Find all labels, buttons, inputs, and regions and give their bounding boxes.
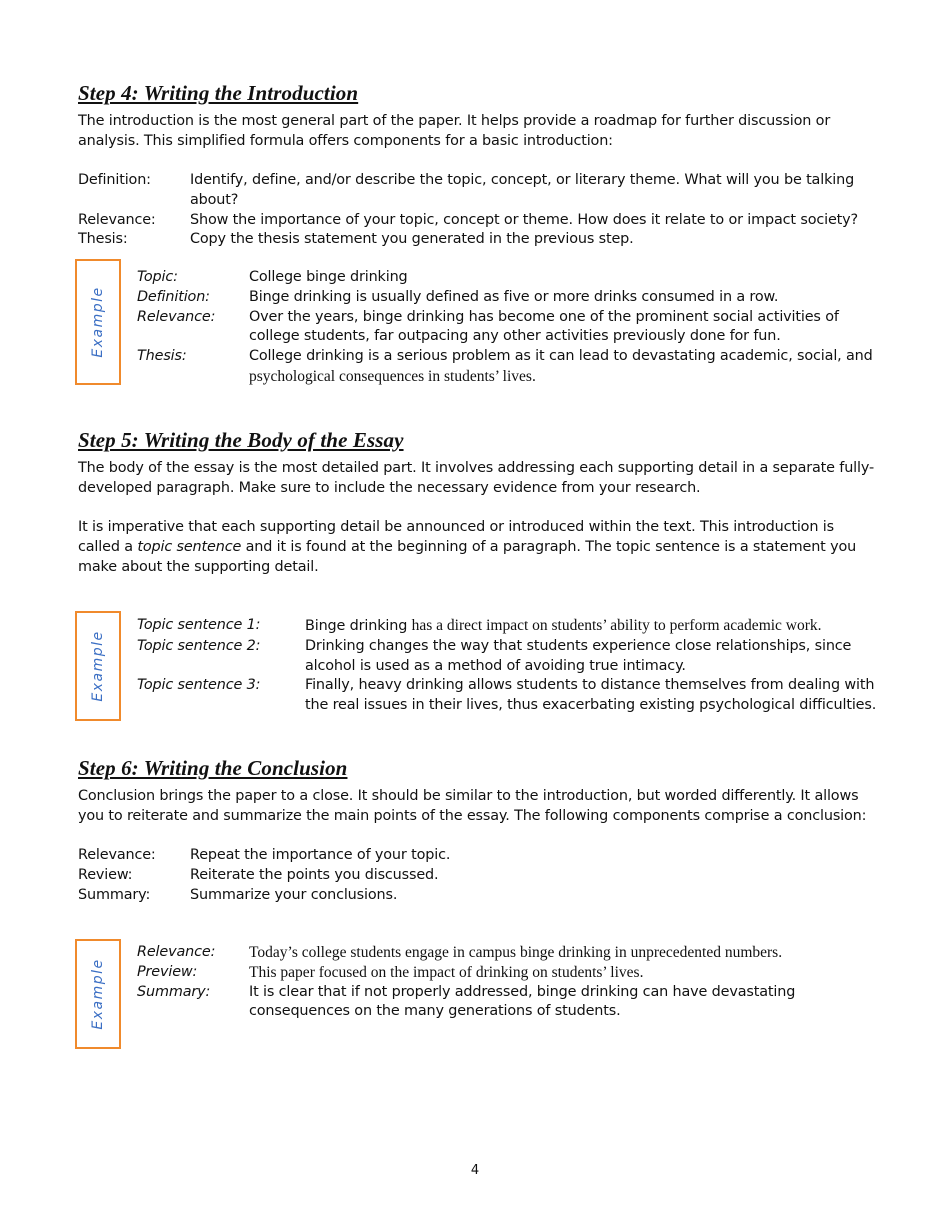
example-term: Definition: <box>137 288 210 305</box>
example-desc-part: College drinking is a serious problem as it can lead to devastating academic, social, and <box>249 348 873 365</box>
example-label: Example <box>90 286 106 358</box>
example-desc: Binge drinking is usually defined as five or more drinks consumed in a row. <box>249 288 779 305</box>
example-row <box>137 983 877 1023</box>
page-number: 4 <box>470 1163 480 1178</box>
example-term: Topic sentence 2: <box>137 637 261 654</box>
example-row <box>137 268 877 288</box>
component-term: Definition: <box>78 172 151 188</box>
para-text: It is imperative that each supporting detail be announced or introduced within the text. This introduction is called a <box>78 519 834 555</box>
step5-heading: Step 5: Writing the Body of the Essay <box>78 428 404 452</box>
example-row <box>137 616 877 637</box>
example-desc: This paper focused on the impact of drinking on students’ lives. <box>249 963 644 981</box>
step5-para2 <box>78 518 878 577</box>
step5-example <box>137 616 877 716</box>
step5-para1: The body of the essay is the most detailed part. It involves addressing each supporting detail in a separate fully-developed paragraph. Make sure to include the necessary evidence from your research. <box>78 460 875 496</box>
example-term: Topic sentence 1: <box>137 617 261 633</box>
example-desc: Over the years, binge drinking has become one of the prominent social activities of college students, far outpacing any other activities previously done for fun. <box>249 308 839 345</box>
example-desc: It is clear that if not properly addressed, binge drinking can have devastating consequences on the many generations of students. <box>249 983 796 1020</box>
topic-sentence-term: topic sentence <box>137 538 242 555</box>
review-row <box>78 866 878 886</box>
component-desc: Show the importance of your topic, concept or theme. How does it relate to or impact society? <box>190 211 859 228</box>
step4-example <box>137 268 877 388</box>
example-row <box>137 288 877 308</box>
step6-intro: Conclusion brings the paper to a close. It should be similar to the introduction, but worded differently. It allows you to reiterate and summarize the main points of the essay. The following components comprise a conclusion: <box>78 788 867 824</box>
component-term: Relevance: <box>78 847 156 863</box>
component-term: Relevance: <box>78 211 156 228</box>
summary-row <box>78 886 878 906</box>
para-text: and it is found at the beginning of a paragraph. The topic sentence is a statement you make about the supporting detail. <box>78 538 857 575</box>
example-desc-part: Binge drinking <box>305 618 412 634</box>
step4-components <box>78 171 878 250</box>
example-row <box>137 963 877 983</box>
example-label: Example <box>90 958 106 1030</box>
relevance-row <box>78 211 878 231</box>
step6-example <box>137 943 877 1022</box>
step6-components <box>78 846 878 905</box>
component-desc: Reiterate the points you discussed. <box>190 866 439 883</box>
step6-heading: Step 6: Writing the Conclusion <box>78 756 348 780</box>
step4-intro: The introduction is the most general part of the paper. It helps provide a roadmap for further discussion or analysis. This simplified formula offers components for a basic introduction: <box>78 113 831 149</box>
component-desc: Identify, define, and/or describe the topic, concept, or literary theme. What will you be talking about? <box>190 172 855 208</box>
example-term: Summary: <box>137 983 211 1000</box>
example-desc: Drinking changes the way that students experience close relationships, since alcohol is used as a method of avoiding true intimacy. <box>305 637 852 674</box>
example-label: Example <box>90 630 106 702</box>
component-term: Summary: <box>78 886 151 903</box>
example-term: Thesis: <box>137 348 187 365</box>
thesis-row <box>78 230 878 250</box>
example-tab <box>75 939 121 1049</box>
example-desc: College binge drinking <box>249 269 408 285</box>
example-desc: Today’s college students engage in campus binge drinking in unprecedented numbers. <box>249 944 783 961</box>
component-desc: Repeat the importance of your topic. <box>190 847 451 863</box>
example-row <box>137 676 877 716</box>
step4-heading: Step 4: Writing the Introduction <box>78 81 359 105</box>
component-desc: Summarize your conclusions. <box>190 886 398 903</box>
example-row <box>137 943 877 963</box>
component-term: Thesis: <box>78 231 128 248</box>
component-desc: Copy the thesis statement you generated in the previous step. <box>190 231 634 248</box>
example-row <box>137 637 877 677</box>
example-term: Topic sentence 3: <box>137 677 261 694</box>
example-tab <box>75 611 121 721</box>
example-desc-part: has a direct impact on students’ ability to perform academic work. <box>411 617 822 634</box>
example-tab <box>75 259 121 385</box>
example-row <box>137 308 877 348</box>
relevance-row <box>78 846 878 866</box>
example-desc: Finally, heavy drinking allows students to distance themselves from dealing with the real issues in their lives, thus exacerbating existing psychological difficulties. <box>305 677 877 714</box>
example-row <box>137 347 877 388</box>
example-term: Preview: <box>137 963 198 980</box>
definition-row <box>78 171 878 211</box>
example-term: Relevance: <box>137 944 216 960</box>
example-desc <box>305 616 877 637</box>
component-term: Review: <box>78 866 133 883</box>
example-desc <box>249 347 877 388</box>
example-term: Topic: <box>137 269 178 285</box>
example-desc-part: psychological consequences in students’ lives. <box>249 367 536 385</box>
example-term: Relevance: <box>137 308 216 325</box>
